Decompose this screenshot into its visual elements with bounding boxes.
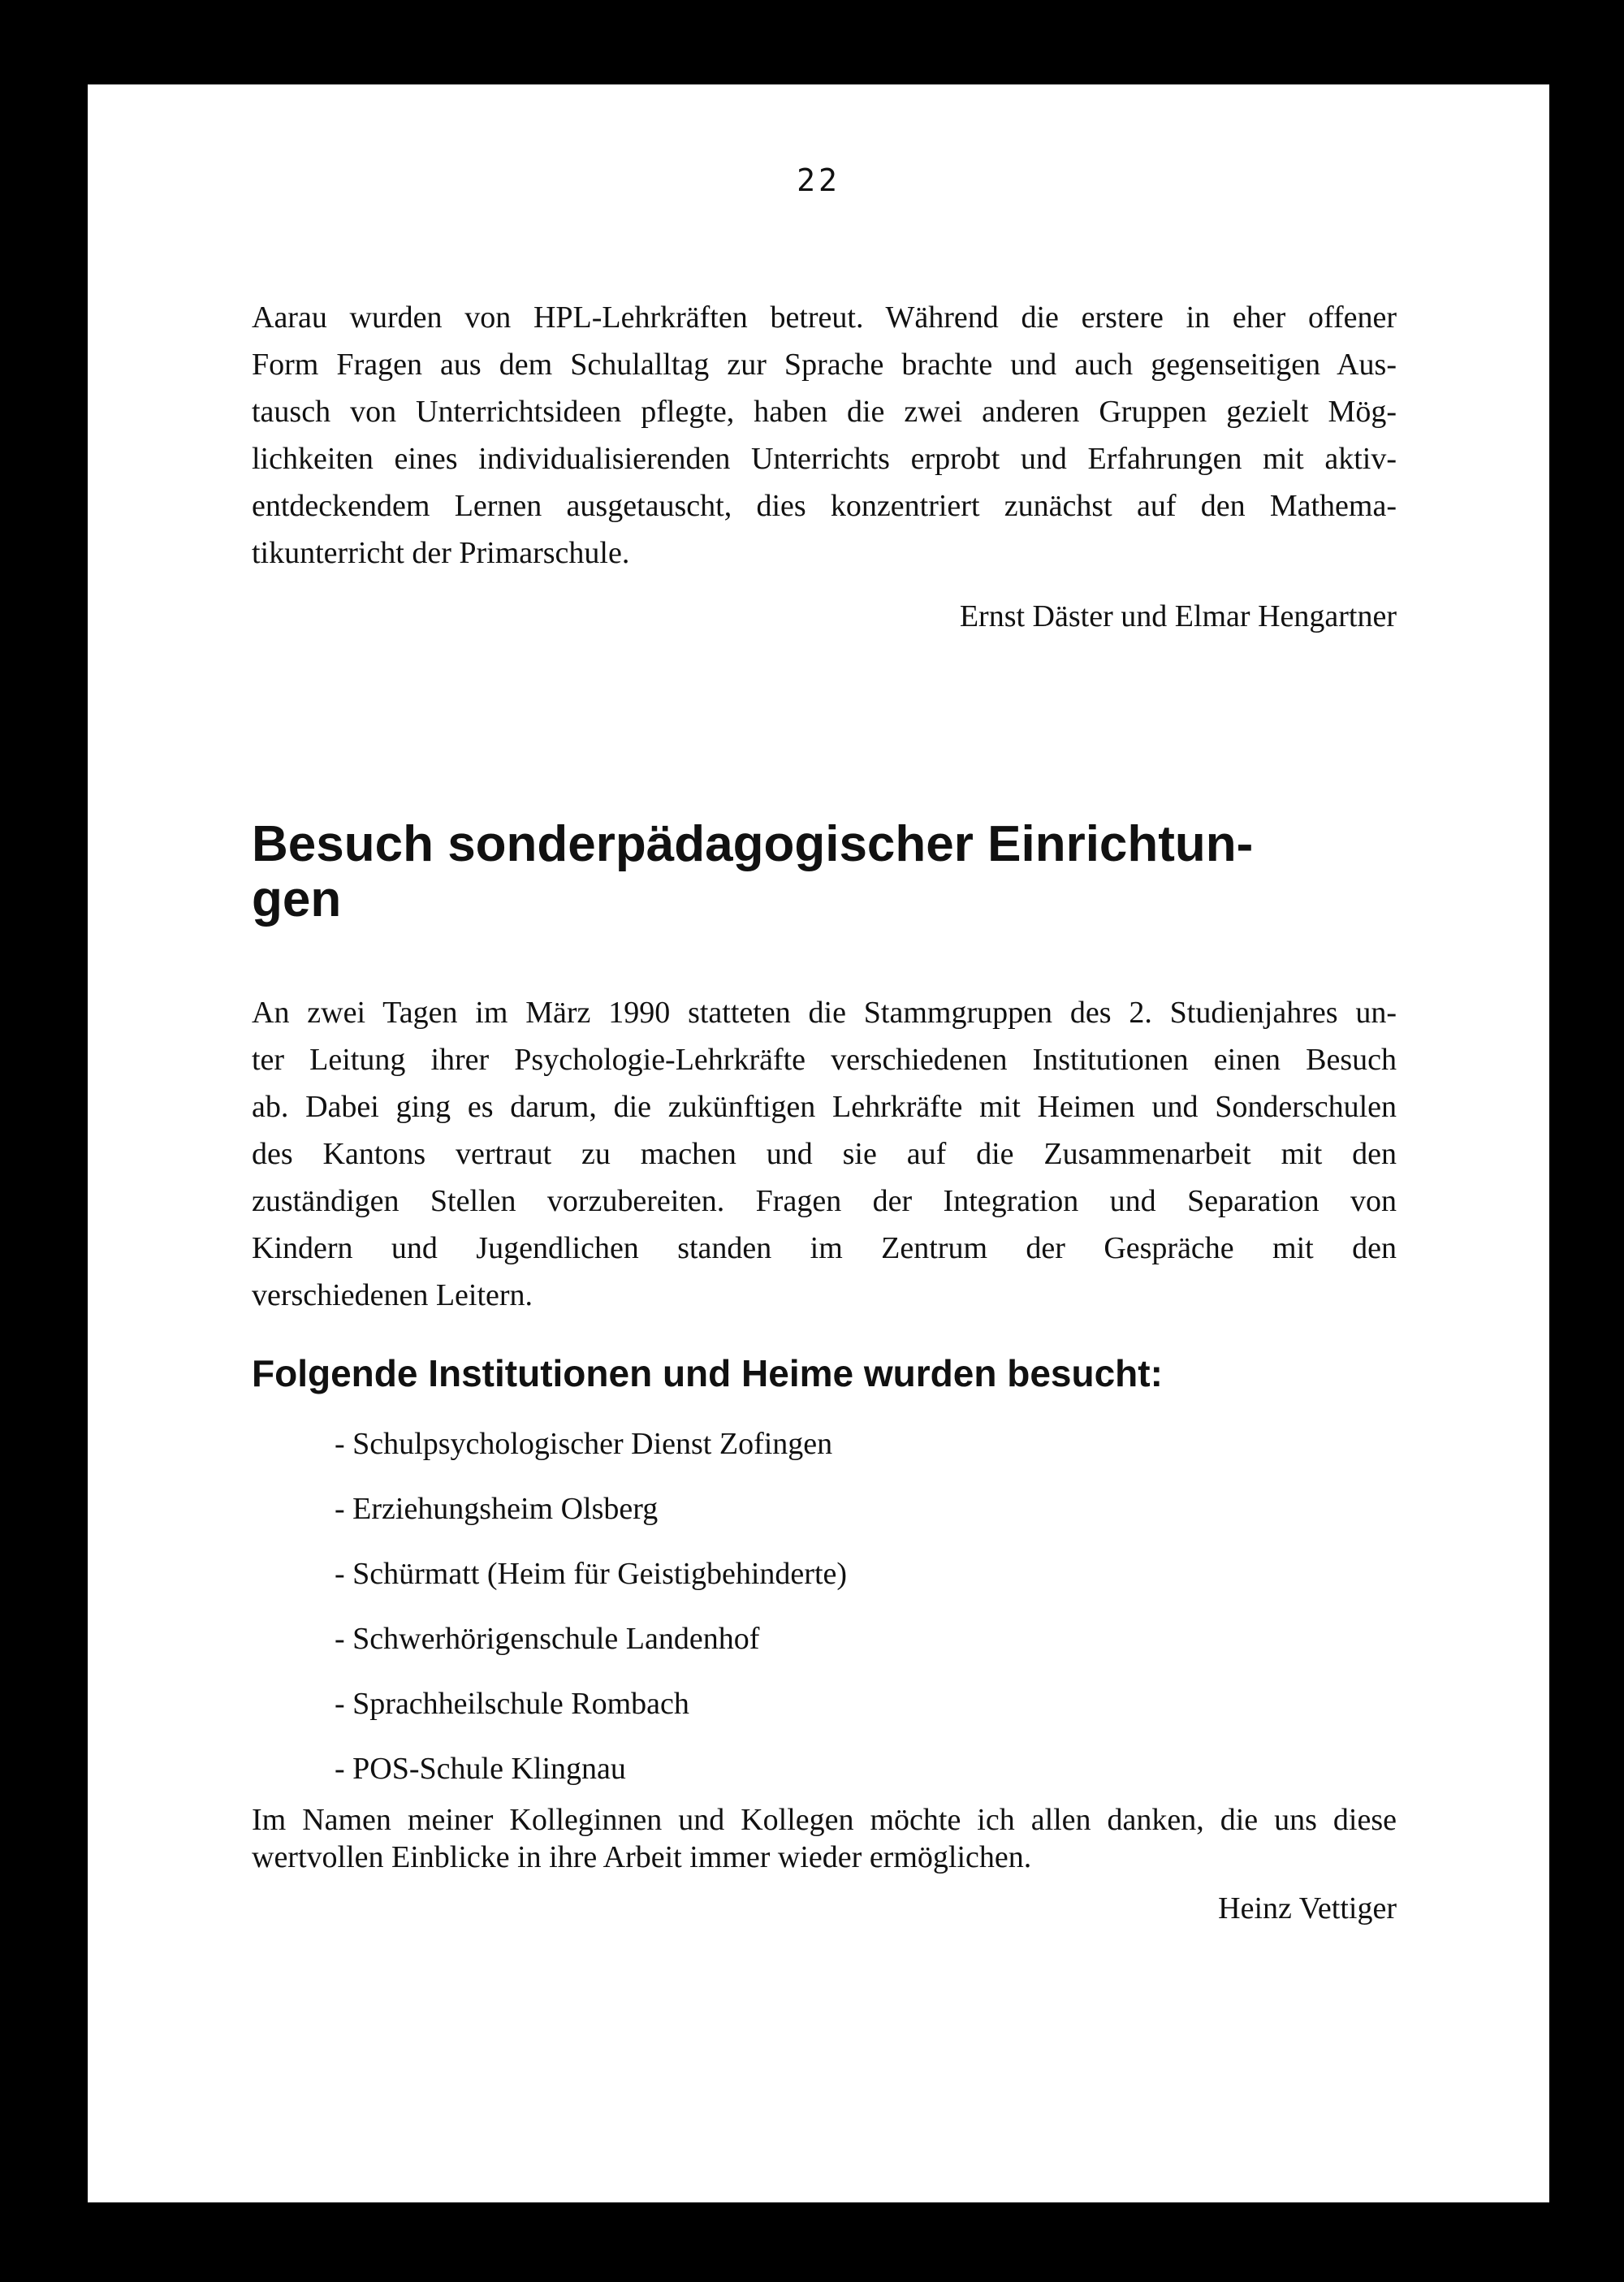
list-item: - Schwerhörigenschule Landenhof [335, 1622, 760, 1656]
section-title-line: gen [252, 871, 342, 927]
institution-list [335, 1411, 847, 1801]
section-line: des Kantons vertraut zu machen und sie auf die Zusammenarbeit mit den [252, 1137, 1397, 1171]
section-line: ter Leitung ihrer Psychologie-Lehrkräfte verschiedenen Institutionen einen Besuch [252, 1043, 1397, 1077]
section-line: An zwei Tagen im März 1990 statteten die Stammgruppen des 2. Studienjahres un- [252, 996, 1397, 1030]
section-title [252, 817, 1405, 927]
document-page [88, 84, 1549, 2202]
section-line: ab. Dabei ging es darum, die zukünftigen Lehrkräfte mit Heimen und Sonderschulen [252, 1090, 1397, 1124]
section-line: zuständigen Stellen vorzubereiten. Fragen der Integration und Separation von [252, 1184, 1397, 1218]
section-line: Kindern und Jugendlichen standen im Zentrum der Gespräche mit den [252, 1231, 1397, 1265]
list-item: - POS-Schule Klingnau [335, 1752, 626, 1786]
intro-signature: Ernst Däster und Elmar Hengartner [959, 599, 1397, 633]
intro-line: Aarau wurden von HPL-Lehrkräften betreut. Während die erstere in eher offener [252, 300, 1397, 335]
closing-line: wertvollen Einblicke in ihre Arbeit immer wieder ermöglichen. [252, 1840, 1032, 1874]
list-item: - Erziehungsheim Olsberg [335, 1492, 659, 1526]
section-paragraph [252, 989, 1397, 1319]
intro-paragraph [252, 294, 1397, 577]
intro-line: entdeckendem Lernen ausgetauscht, dies konzentriert zunächst auf den Mathema- [252, 489, 1397, 523]
closing-signature: Heinz Vettiger [1218, 1891, 1397, 1925]
list-item: - Schulpsychologischer Dienst Zofingen [335, 1427, 833, 1461]
closing-paragraph [252, 1801, 1397, 1876]
section-title-line: Besuch sonderpädagogischer Einrichtun- [252, 816, 1254, 872]
closing-line: Im Namen meiner Kolleginnen und Kollegen möchte ich allen danken, die uns diese [252, 1803, 1397, 1837]
page-number: 22 [797, 162, 840, 198]
institutions-subheading: Folgende Institutionen und Heime wurden besucht: [252, 1352, 1163, 1394]
intro-line: lichkeiten eines individualisierenden Unterrichts erprobt und Erfahrungen mit aktiv- [252, 442, 1397, 476]
intro-line: tausch von Unterrichtsideen pflegte, haben die zwei anderen Gruppen gezielt Mög- [252, 395, 1397, 429]
intro-line: tikunterricht der Primarschule. [252, 536, 630, 570]
section-line: verschiedenen Leitern. [252, 1278, 533, 1312]
list-item: - Schürmatt (Heim für Geistigbehinderte) [335, 1557, 848, 1591]
intro-line: Form Fragen aus dem Schulalltag zur Sprache brachte und auch gegenseitigen Aus- [252, 348, 1397, 382]
list-item: - Sprachheilschule Rombach [335, 1687, 689, 1721]
